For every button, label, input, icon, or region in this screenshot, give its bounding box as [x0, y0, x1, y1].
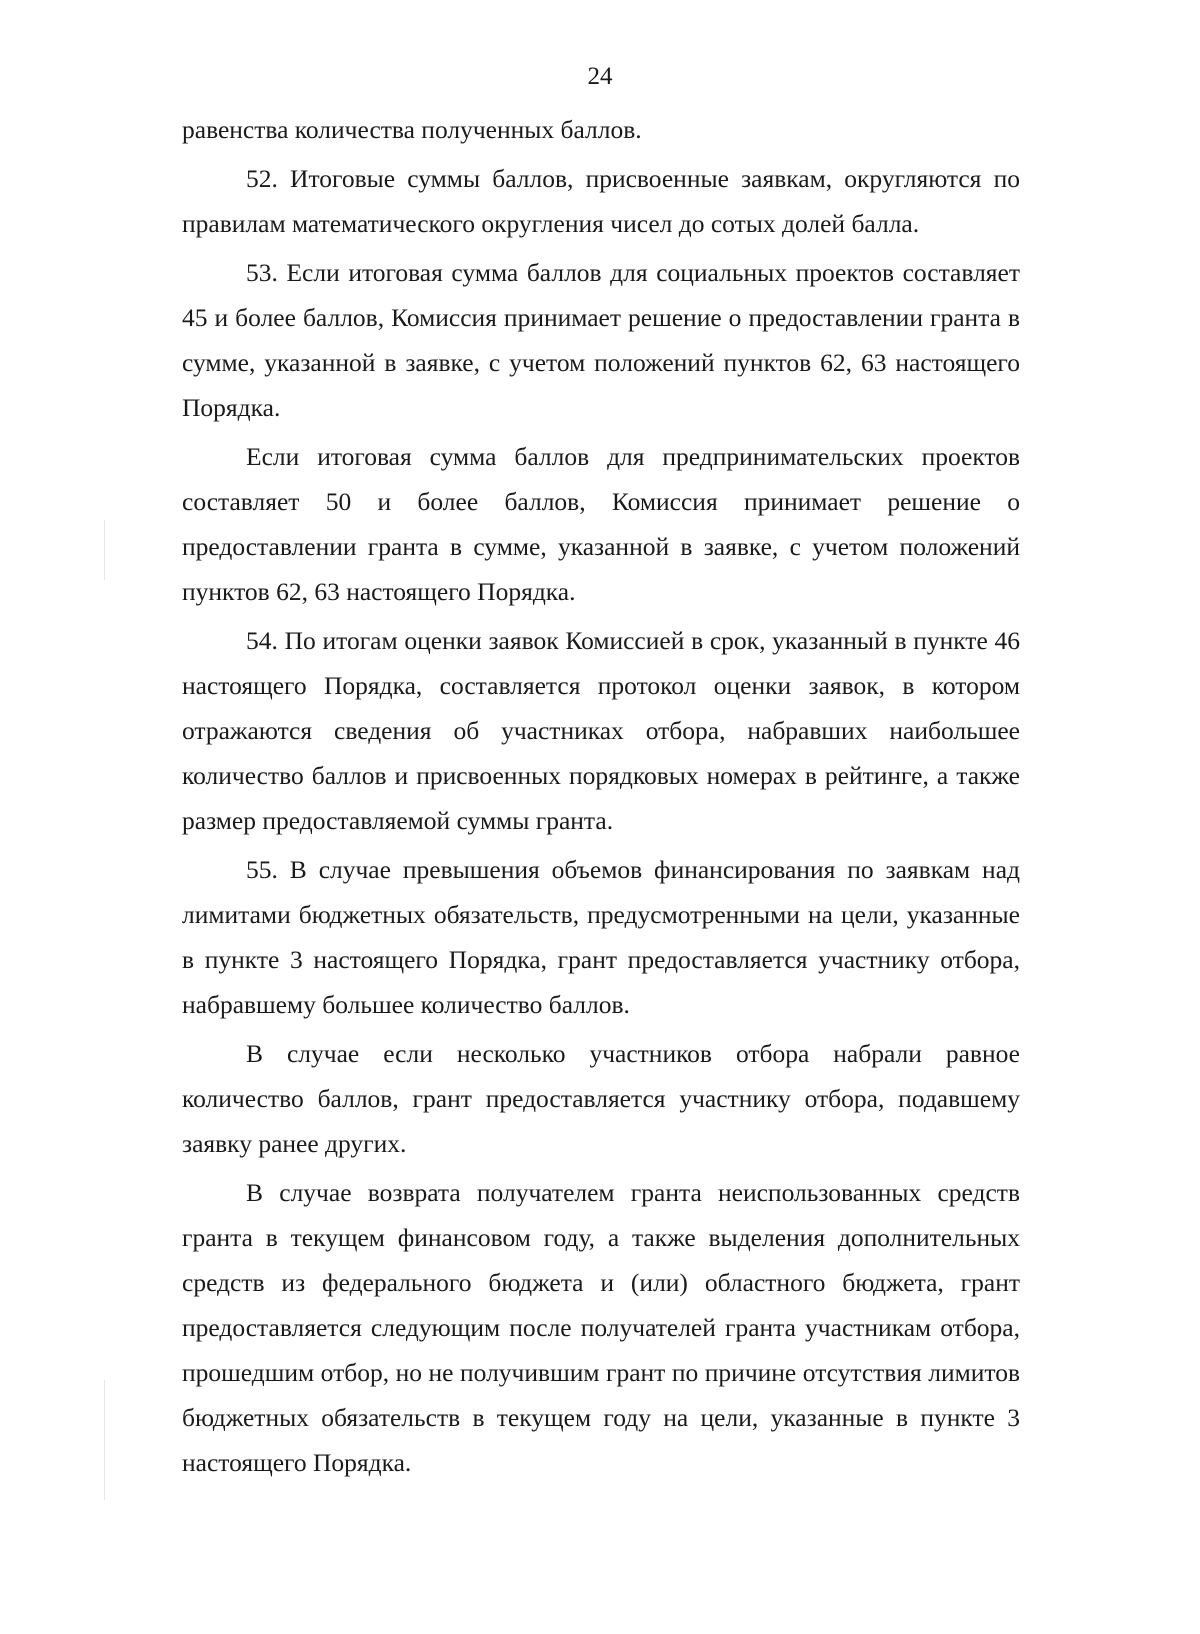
paragraph-55: 55. В случае превышения объемов финансирования по заявкам над лимитами бюджетных обязательств, предусмотренными на цели, указанные в пункте 3 настоящего Порядка, грант предоставляется участнику отбора, набравшему большее количество баллов.: [182, 855, 1020, 1019]
page-number: 24: [587, 63, 613, 90]
paragraph-54: 54. По итогам оценки заявок Комиссией в срок, указанный в пункте 46 настоящего Порядка, составляется протокол оценки заявок, в котором отражаются сведения об участниках отбора, набравших наибольшее количество баллов и присвоенных порядковых номерах в рейтинге, а также размер предоставляемой суммы гранта.: [182, 626, 1020, 835]
paragraph-continuation: равенства количества полученных баллов.: [182, 115, 642, 144]
paragraph-53: 53. Если итоговая сумма баллов для социальных проектов составляет 45 и более баллов, Комиссия принимает решение о предоставлении гранта в сумме, указанной в заявке, с учетом положений пунктов 62, 63 настоящего Порядка.: [182, 258, 1020, 422]
scan-margin-mark: [104, 1380, 105, 1500]
paragraph-55-equal-scores: В случае если несколько участников отбора набрали равное количество баллов, грант предоставляется участнику отбора, подавшему заявку ранее других.: [182, 1039, 1020, 1158]
paragraph-52: 52. Итоговые суммы баллов, присвоенные заявкам, округляются по правилам математического округления чисел до сотых долей балла.: [182, 164, 1020, 238]
paragraph-55-refund: В случае возврата получателем гранта неиспользованных средств гранта в текущем финансовом году, а также выделения дополнительных средств из федерального бюджета и (или) областного бюджета, грант предоставляется следующим после получателей гранта участникам отбора, прошедшим отбор, но не получившим грант по причине отсутствия лимитов бюджетных обязательств в текущем году на цели, указанные в пункте 3 настоящего Порядка.: [182, 1178, 1020, 1477]
paragraph-53-entrepreneurial: Если итоговая сумма баллов для предпринимательских проектов составляет 50 и более баллов, Комиссия принимает решение о предоставлении гранта в сумме, указанной в заявке, с учетом положений пунктов 62, 63 настоящего Порядка.: [182, 442, 1020, 606]
document-body: [182, 107, 1020, 1485]
scan-margin-mark: [104, 520, 105, 580]
